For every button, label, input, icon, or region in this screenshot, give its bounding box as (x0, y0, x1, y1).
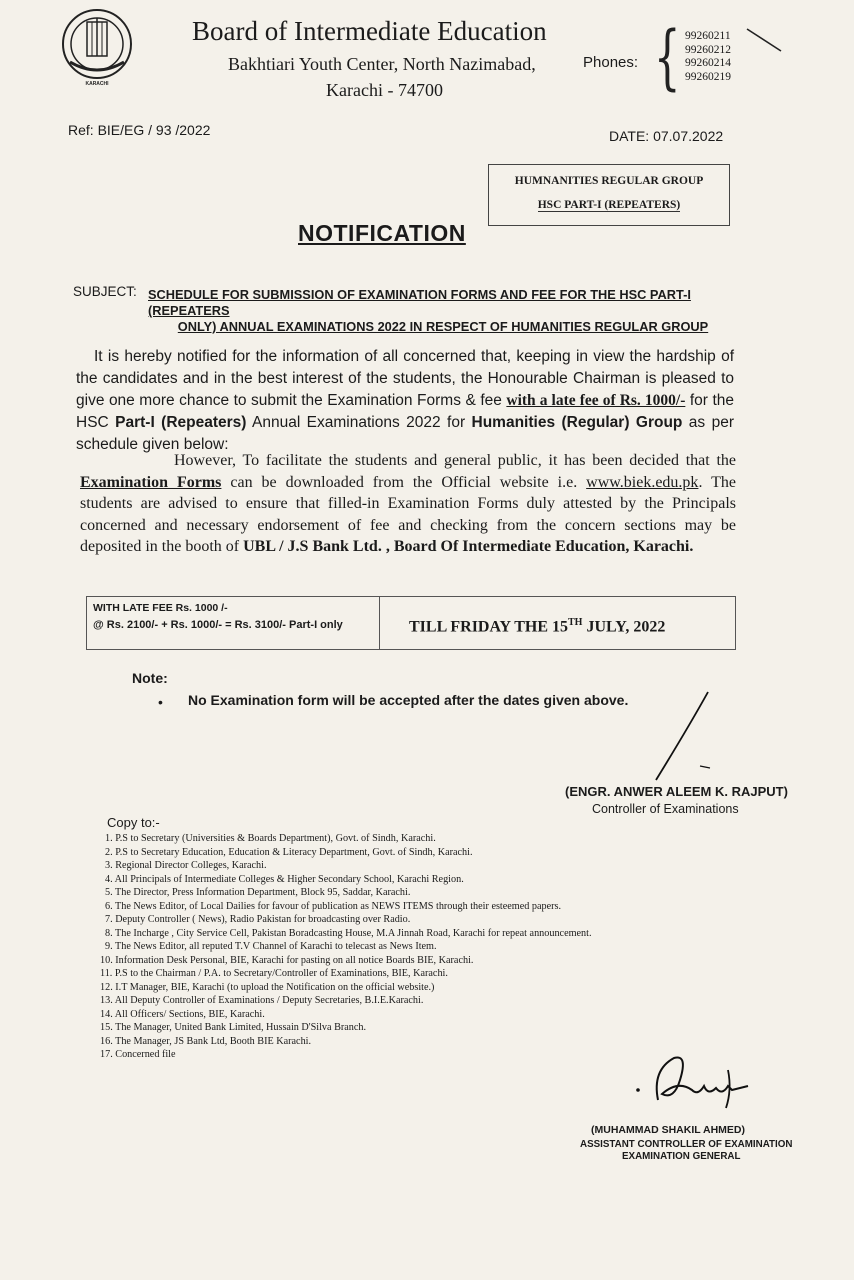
address-line-2: Karachi - 74700 (326, 80, 443, 100)
list-item: 16. The Manager, JS Bank Ltd, Booth BIE Karachi. (100, 1035, 312, 1047)
deadline-text: TILL FRIDAY THE 15TH JULY, 2022 (409, 617, 666, 636)
fee-line-2: @ Rs. 2100/- + Rs. 1000/- = Rs. 3100/- Part-I only (93, 619, 343, 631)
notice-date: DATE: 07.07.2022 (609, 128, 724, 144)
fee-line-1: WITH LATE FEE Rs. 1000 /- (93, 602, 228, 614)
group-box (488, 164, 730, 226)
phone-number: 99260211 (685, 30, 731, 42)
phone-number: 99260219 (685, 70, 731, 83)
list-item: 4. All Principals of Intermediate Colleges & Higher Secondary School, Karachi Region. (105, 873, 464, 885)
assistant-department: EXAMINATION GENERAL (622, 1151, 741, 1162)
list-item: 1. P.S to Secretary (Universities & Boards Department), Govt. of Sindh, Karachi. (105, 833, 436, 844)
logo-label: KARACHI (85, 81, 109, 86)
pen-stroke-mark (745, 25, 785, 55)
list-item: 9. The News Editor, all reputed T.V Channel of Karachi to telecast as News Item. (105, 941, 437, 952)
controller-name: (ENGR. ANWER ALEEM K. RAJPUT) (565, 784, 788, 799)
note-item: No Examination form will be accepted after the dates given above. (188, 692, 629, 708)
phones-label: Phones: (583, 54, 639, 71)
paragraph-2: However, To facilitate the students and general public, it has been decided that the Examination Forms can be downloaded from the Official website i.e. www.biek.edu.pk. The students are advised to ensure that filled-in Examination Forms duly attested by the Principals concerned and necessary endorsement of fee and checking from the concern sections may be deposited in the booth of UBL / J.S Bank Ltd. , Board Of Intermediate Education, Karachi. (80, 452, 736, 555)
subject-line-1: SCHEDULE FOR SUBMISSION OF EXAMINATION FORMS AND FEE FOR THE HSC PART-I (REPEATERS (148, 287, 691, 318)
org-name: Board of Intermediate Education (192, 16, 547, 46)
phone-number: 99260214 (685, 57, 731, 69)
page-title: NOTIFICATION (298, 220, 466, 246)
copy-to-label: Copy to:- (107, 815, 160, 830)
list-item: 13. All Deputy Controller of Examinations / Deputy Secretaries, B.I.E.Karachi. (100, 995, 424, 1006)
list-item: 3. Regional Director Colleges, Karachi. (105, 860, 267, 871)
list-item: 12. I.T Manager, BIE, Karachi (to upload the Notification on the official website.) (100, 981, 435, 993)
group-part: HSC PART-I (REPEATERS) (537, 199, 681, 211)
controller-signature (648, 688, 716, 784)
paragraph-1: It is hereby notified for the information of all concerned that, keeping in view the hardship of the candidates and in the best interest of the students, the Honourable Chairman is pleased to give one more chance to submit the Examination Forms & fee with a late fee of Rs. 1000/- for the HSC Part-I (Repeaters) Annual Examinations 2022 for Humanities (Regular) Group as per schedule given below: (76, 348, 735, 453)
note-label: Note: (132, 670, 168, 686)
fee-schedule-table (86, 596, 736, 650)
list-item: 11. P.S to the Chairman / P.A. to Secretary/Controller of Examinations, BIE, Karachi. (100, 968, 448, 979)
list-item: 10. Information Desk Personal, BIE, Karachi for pasting on all notice Boards BIE, Karachi. (100, 954, 474, 966)
assistant-name: (MUHAMMAD SHAKIL AHMED) (591, 1124, 745, 1136)
assistant-title: ASSISTANT CONTROLLER OF EXAMINATION (580, 1139, 793, 1150)
assistant-signature (632, 1050, 752, 1120)
subject-label: SUBJECT: (73, 284, 137, 299)
subject-text (148, 287, 738, 335)
website-link[interactable]: www.biek.edu.pk (586, 473, 699, 491)
list-item: 14. All Officers/ Sections, BIE, Karachi. (100, 1008, 265, 1020)
brace-glyph: { (653, 16, 681, 98)
group-name: HUMNANITIES REGULAR GROUP (514, 175, 704, 187)
note-bullet: • (158, 694, 163, 710)
list-item: 7. Deputy Controller ( News), Radio Pakistan for broadcasting over Radio. (105, 914, 411, 925)
subject-line-2: ONLY) ANNUAL EXAMINATIONS 2022 IN RESPECT OF HUMANITIES REGULAR GROUP (177, 319, 709, 334)
list-item: 17. Concerned file (100, 1049, 176, 1060)
controller-title: Controller of Examinations (592, 802, 739, 816)
table-divider (379, 597, 380, 649)
list-item: 6. The News Editor, of Local Dailies for favour of publication as NEWS ITEMS through their esteemed papers. (105, 900, 562, 912)
list-item: 15. The Manager, United Bank Limited, Hussain D'Silva Branch. (100, 1022, 367, 1033)
phone-number: 99260212 (685, 43, 731, 56)
list-item: 2. P.S to Secretary Education, Education & Literacy Department, Govt. of Sindh, Karachi. (105, 846, 473, 858)
address-line-1: Bakhtiari Youth Center, North Nazimabad, (228, 54, 536, 74)
board-seal-logo (60, 6, 134, 86)
reference-number: Ref: BIE/EG / 93 /2022 (68, 122, 211, 138)
list-item: 5. The Director, Press Information Department, Block 95, Saddar, Karachi. (105, 887, 411, 898)
copy-to-list (100, 832, 592, 1062)
list-item: 8. The Incharge , City Service Cell, Pakistan Boradcasting House, M.A Jinnah Road, Karachi for repeat announcement. (105, 927, 592, 939)
phone-numbers (685, 30, 731, 84)
